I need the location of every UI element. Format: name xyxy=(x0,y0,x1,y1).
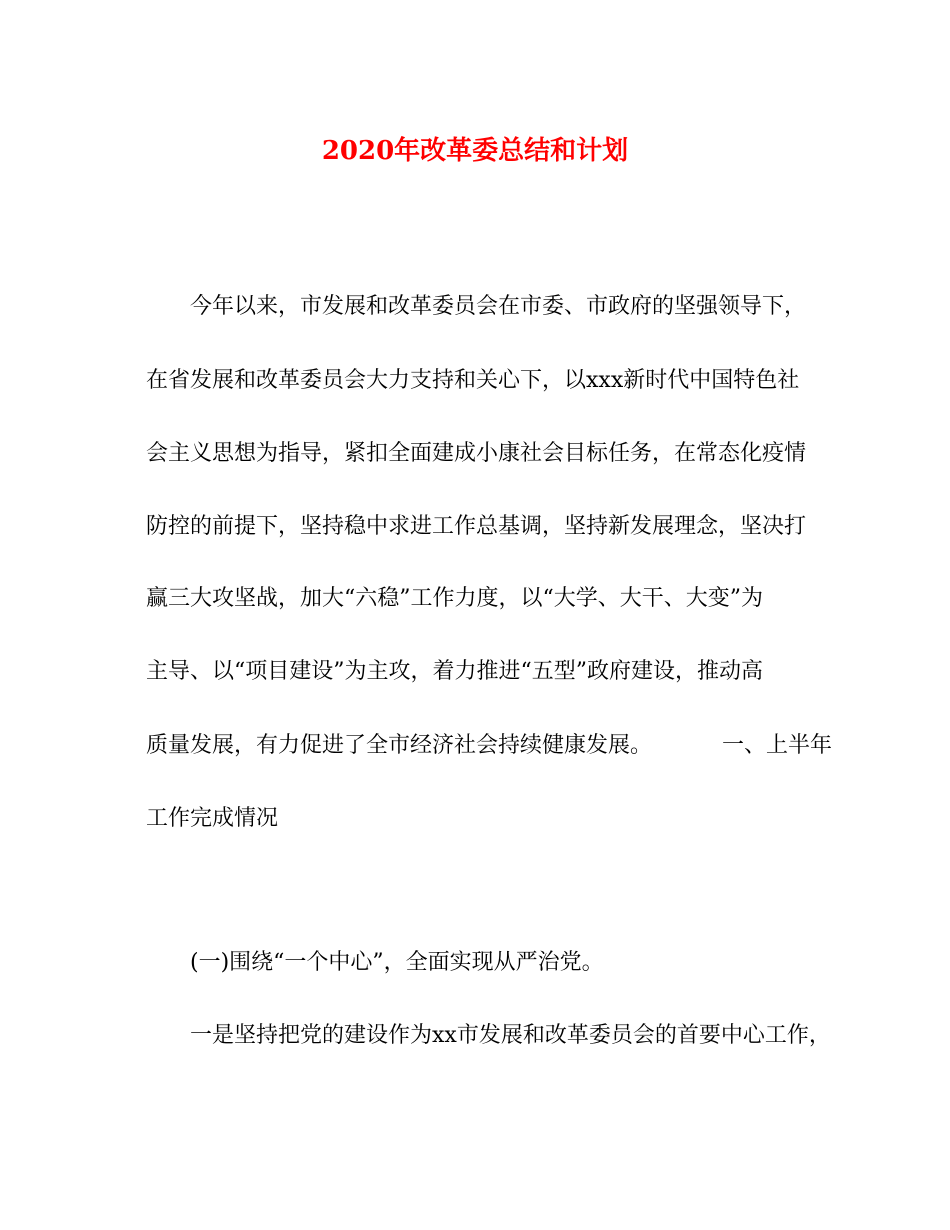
paragraph-line: 在省发展和改革委员会大力支持和关心下，以xxx新时代中国特色社 xyxy=(146,368,800,393)
paragraph-line: 主导、以“项目建设”为主攻，着力推进“五型”政府建设，推动高 xyxy=(146,659,763,684)
paragraph-line: 防控的前提下，坚持稳中求进工作总基调，坚持新发展理念，坚决打 xyxy=(146,514,807,539)
paragraph-line: 工作完成情况 xyxy=(146,806,279,831)
document-title: 2020年改革委总结和计划 xyxy=(321,136,629,166)
paragraph-line: 今年以来，市发展和改革委员会在市委、市政府的坚强领导下， xyxy=(190,294,807,319)
section-heading-start: 一、上半年 xyxy=(722,733,833,758)
paragraph-line: 赢三大攻坚战，加大“六稳”工作力度，以“大学、大干、大变”为 xyxy=(146,586,763,611)
subheading: (一)围绕“一个中心”，全面实现从严治党。 xyxy=(190,950,604,975)
paragraph-line-text: 质量发展，有力促进了全市经济社会持续健康发展。 xyxy=(146,733,653,758)
paragraph-line: 一是坚持把党的建设作为xx市发展和改革委员会的首要中心工作， xyxy=(190,1023,831,1048)
paragraph-line xyxy=(146,729,833,763)
paragraph-line: 会主义思想为指导，紧扣全面建成小康社会目标任务，在常态化疫情 xyxy=(146,441,807,466)
